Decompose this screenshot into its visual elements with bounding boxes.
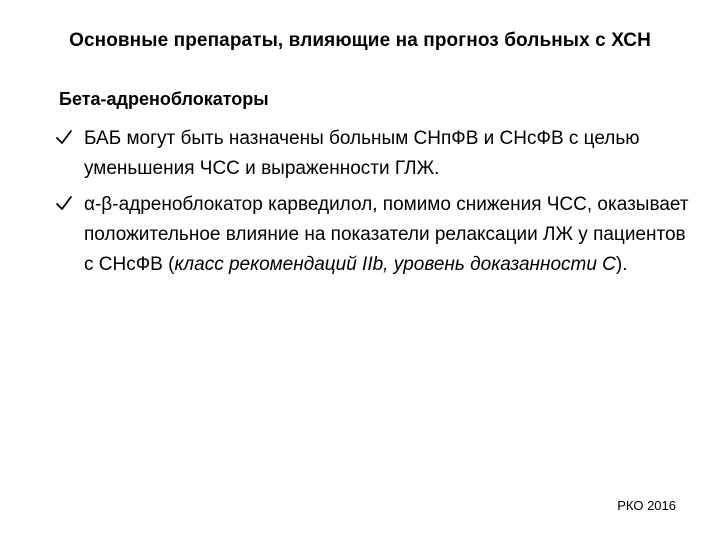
bullet-text: α-β-адреноблокатор карведилол, помимо снижения ЧСС, оказывает положительное влияние на показатели релаксации ЛЖ у пациентов с СНсФВ ( — [84, 194, 689, 275]
check-icon — [55, 128, 73, 146]
bullet-text-end: ). — [615, 254, 628, 275]
section-heading: Бета-адреноблокаторы — [59, 89, 269, 109]
footer-source: РКО 2016 — [617, 498, 676, 513]
bullet-text: БАБ могут быть назначены больным СНпФВ и СНсФВ с целью уменьшения ЧСС и выраженности ГЛЖ. — [84, 128, 640, 179]
bullet-list — [55, 124, 695, 286]
bullet-item — [55, 124, 695, 184]
recommendation-class-text: класс рекомендаций IIb, уровень доказанности С — [174, 254, 616, 275]
check-icon — [55, 194, 73, 212]
slide-title: Основные препараты, влияющие на прогноз больных с ХСН — [69, 30, 651, 51]
bullet-item — [55, 190, 695, 280]
